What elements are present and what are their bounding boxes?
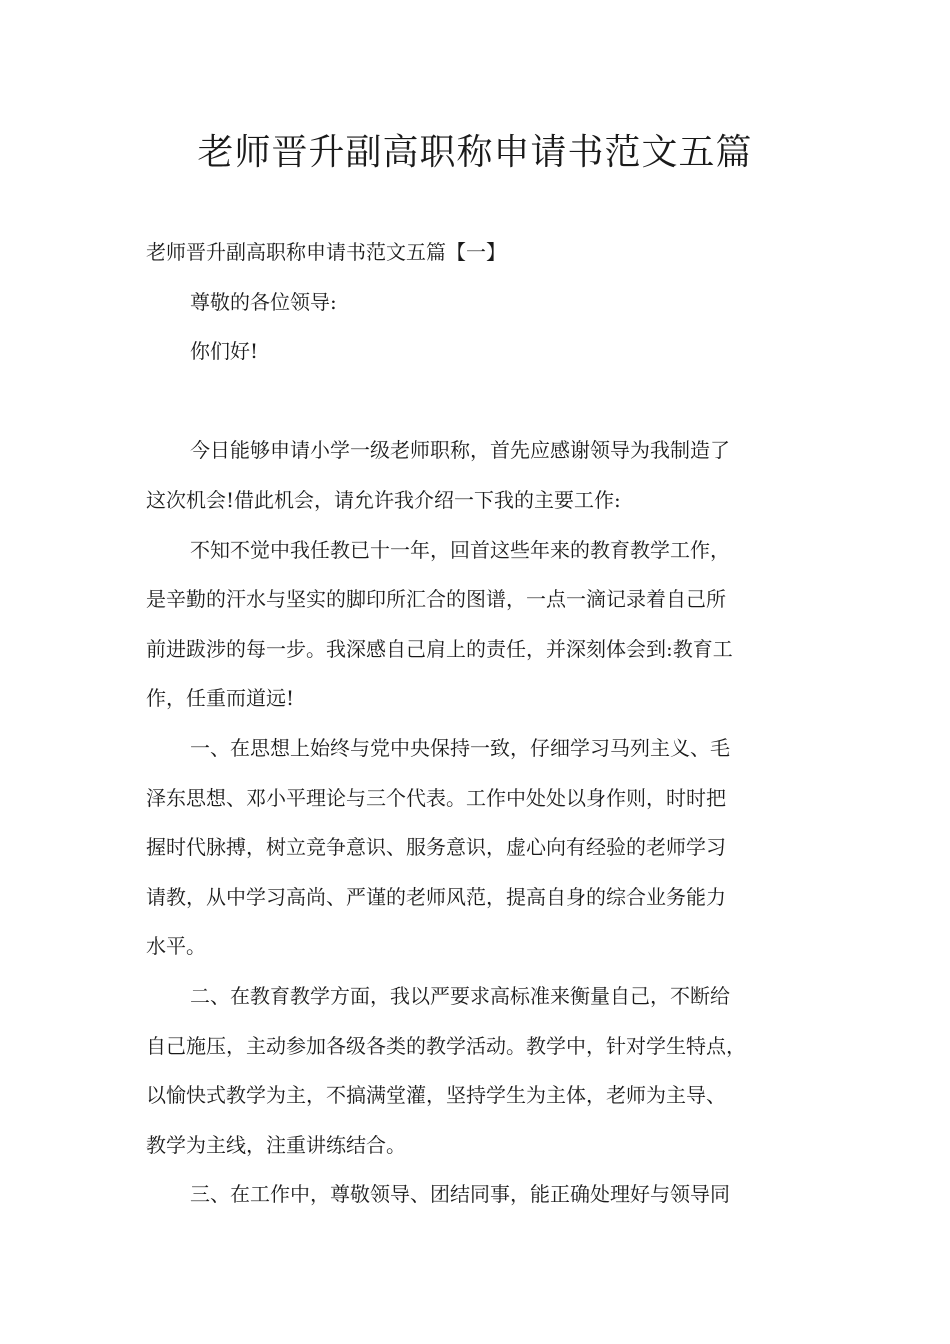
paragraph-line: 三、在工作中，尊敬领导、团结同事，能正确处理好与领导同: [190, 1182, 730, 1207]
paragraph: [146, 724, 810, 972]
paragraph-line: 自己施压，主动参加各级各类的教学活动。教学中，针对学生特点，: [146, 1033, 746, 1058]
paragraph-line: 不知不觉中我任教已十一年，回首这些年来的教育教学工作，: [190, 537, 730, 562]
paragraph-line: 这次机会!借此机会，请允许我介绍一下我的主要工作:: [146, 487, 621, 512]
greeting: 你们好!: [190, 339, 259, 364]
paragraph-line: 教学为主线，注重讲练结合。: [146, 1132, 406, 1157]
paragraph-line: 握时代脉搏，树立竞争意识、服务意识，虚心向有经验的老师学习: [146, 835, 726, 860]
paragraph-line: 是辛勤的汗水与坚实的脚印所汇合的图谱，一点一滴记录着自己所: [146, 587, 726, 612]
paragraph-line: 水平。: [146, 934, 206, 959]
paragraph-line: 今日能够申请小学一级老师职称，首先应感谢领导为我制造了: [190, 438, 730, 463]
paragraph-line: 前进跋涉的每一步。我深感自己肩上的责任，并深刻体会到:教育工: [146, 636, 733, 661]
paragraph: [146, 972, 810, 1170]
document-title: 老师晋升副高职称申请书范文五篇: [197, 132, 753, 173]
blank-line: [146, 377, 810, 427]
section-heading: 老师晋升副高职称申请书范文五篇【一】: [146, 240, 506, 264]
paragraph: [146, 426, 810, 525]
paragraph: [146, 1170, 810, 1220]
paragraph-line: 作，任重而道远!: [146, 686, 295, 711]
paragraph-line: 二、在教育教学方面，我以严要求高标准来衡量自己，不断给: [190, 983, 730, 1008]
paragraph-line: 以愉快式教学为主，不搞满堂灌，坚持学生为主体，老师为主导、: [146, 1083, 726, 1108]
document-body: [146, 228, 810, 1220]
salutation: 尊敬的各位领导:: [190, 289, 337, 314]
paragraph-line: 请教，从中学习高尚、严谨的老师风范，提高自身的综合业务能力: [146, 884, 726, 909]
paragraph: [146, 526, 810, 724]
paragraph-line: 泽东思想、邓小平理论与三个代表。工作中处处以身作则，时时把: [146, 785, 726, 810]
paragraph-line: 一、在思想上始终与党中央保持一致，仔细学习马列主义、毛: [190, 735, 730, 760]
